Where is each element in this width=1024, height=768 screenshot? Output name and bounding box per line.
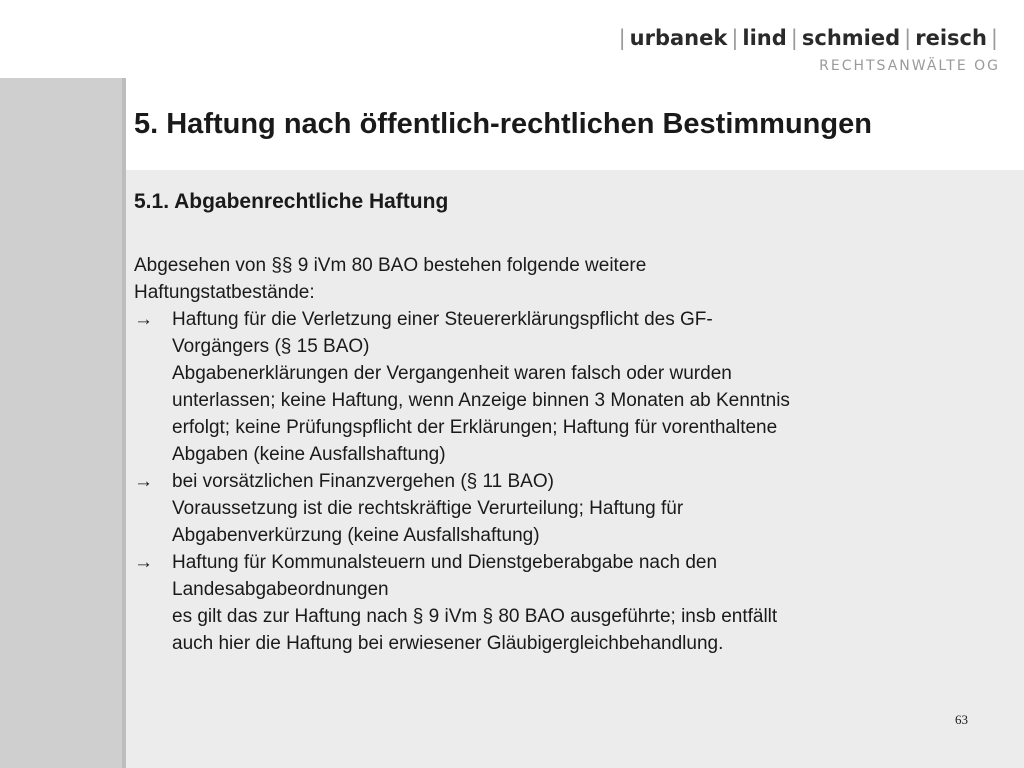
list-item-text [172,468,1014,549]
list-item-text [172,306,1014,468]
list-item-line: Vorgängers (§ 15 BAO) [172,336,370,357]
list-item-line: Haftung für Kommunalsteuern und Dienstgeberabgabe nach den [172,552,718,573]
logo-separator: | [790,26,798,50]
list-item-line: Landesabgabeordnungen [172,579,389,600]
list-item [134,306,1014,468]
list-item-line: es gilt das zur Haftung nach § 9 iVm § 80 BAO ausgeführte; insb entfällt [172,606,778,627]
page-number: 63 [955,712,968,727]
logo-separator: | [618,26,626,50]
arrow-icon: → [134,552,153,573]
list-item-text [172,549,1014,657]
list-item-line: Abgabenerklärungen der Vergangenheit waren falsch oder wurden [172,363,732,384]
list-item [134,468,1014,549]
arrow-icon: → [134,471,153,492]
list-item-line: Abgabenverkürzung (keine Ausfallshaftung) [172,525,540,546]
logo-separator: | [990,26,998,50]
list-item-line: auch hier die Haftung bei erwiesener Gläubigergleichbehandlung. [172,633,724,654]
firm-logo [615,26,1002,74]
content-panel [126,170,1024,768]
logo-name-urbanek: urbanek [629,26,728,50]
list-item-line: Voraussetzung ist die rechtskräftige Verurteilung; Haftung für [172,498,684,519]
logo-name-reisch: reisch [915,26,987,50]
section-subtitle: 5.1. Abgabenrechtliche Haftung [134,190,449,213]
logo-separator: | [731,26,739,50]
intro-line: Haftungstatbestände: [134,282,315,303]
body-text [134,252,1014,657]
list-item [134,549,1014,657]
list-item-line: Haftung für die Verletzung einer Steuererklärungspflicht des GF- [172,309,713,330]
logo-names [615,26,1002,50]
arrow-icon: → [134,309,153,330]
left-sidebar-bar [0,78,126,768]
intro-line: Abgesehen von §§ 9 iVm 80 BAO bestehen folgende weitere [134,255,647,276]
logo-name-schmied: schmied [801,26,901,50]
logo-subtitle: RECHTSANWÄLTE OG [819,58,1000,74]
list-item-line: Abgaben (keine Ausfallshaftung) [172,444,446,465]
list-item-line: unterlassen; keine Haftung, wenn Anzeige binnen 3 Monaten ab Kenntnis [172,390,790,411]
slide-title: 5. Haftung nach öffentlich-rechtlichen Bestimmungen [134,108,872,140]
list-item-line: erfolgt; keine Prüfungspflicht der Erklärungen; Haftung für vorenthaltene [172,417,778,438]
logo-name-lind: lind [742,26,787,50]
list-item-line: bei vorsätzlichen Finanzvergehen (§ 11 BAO) [172,471,554,492]
logo-separator: | [904,26,912,50]
